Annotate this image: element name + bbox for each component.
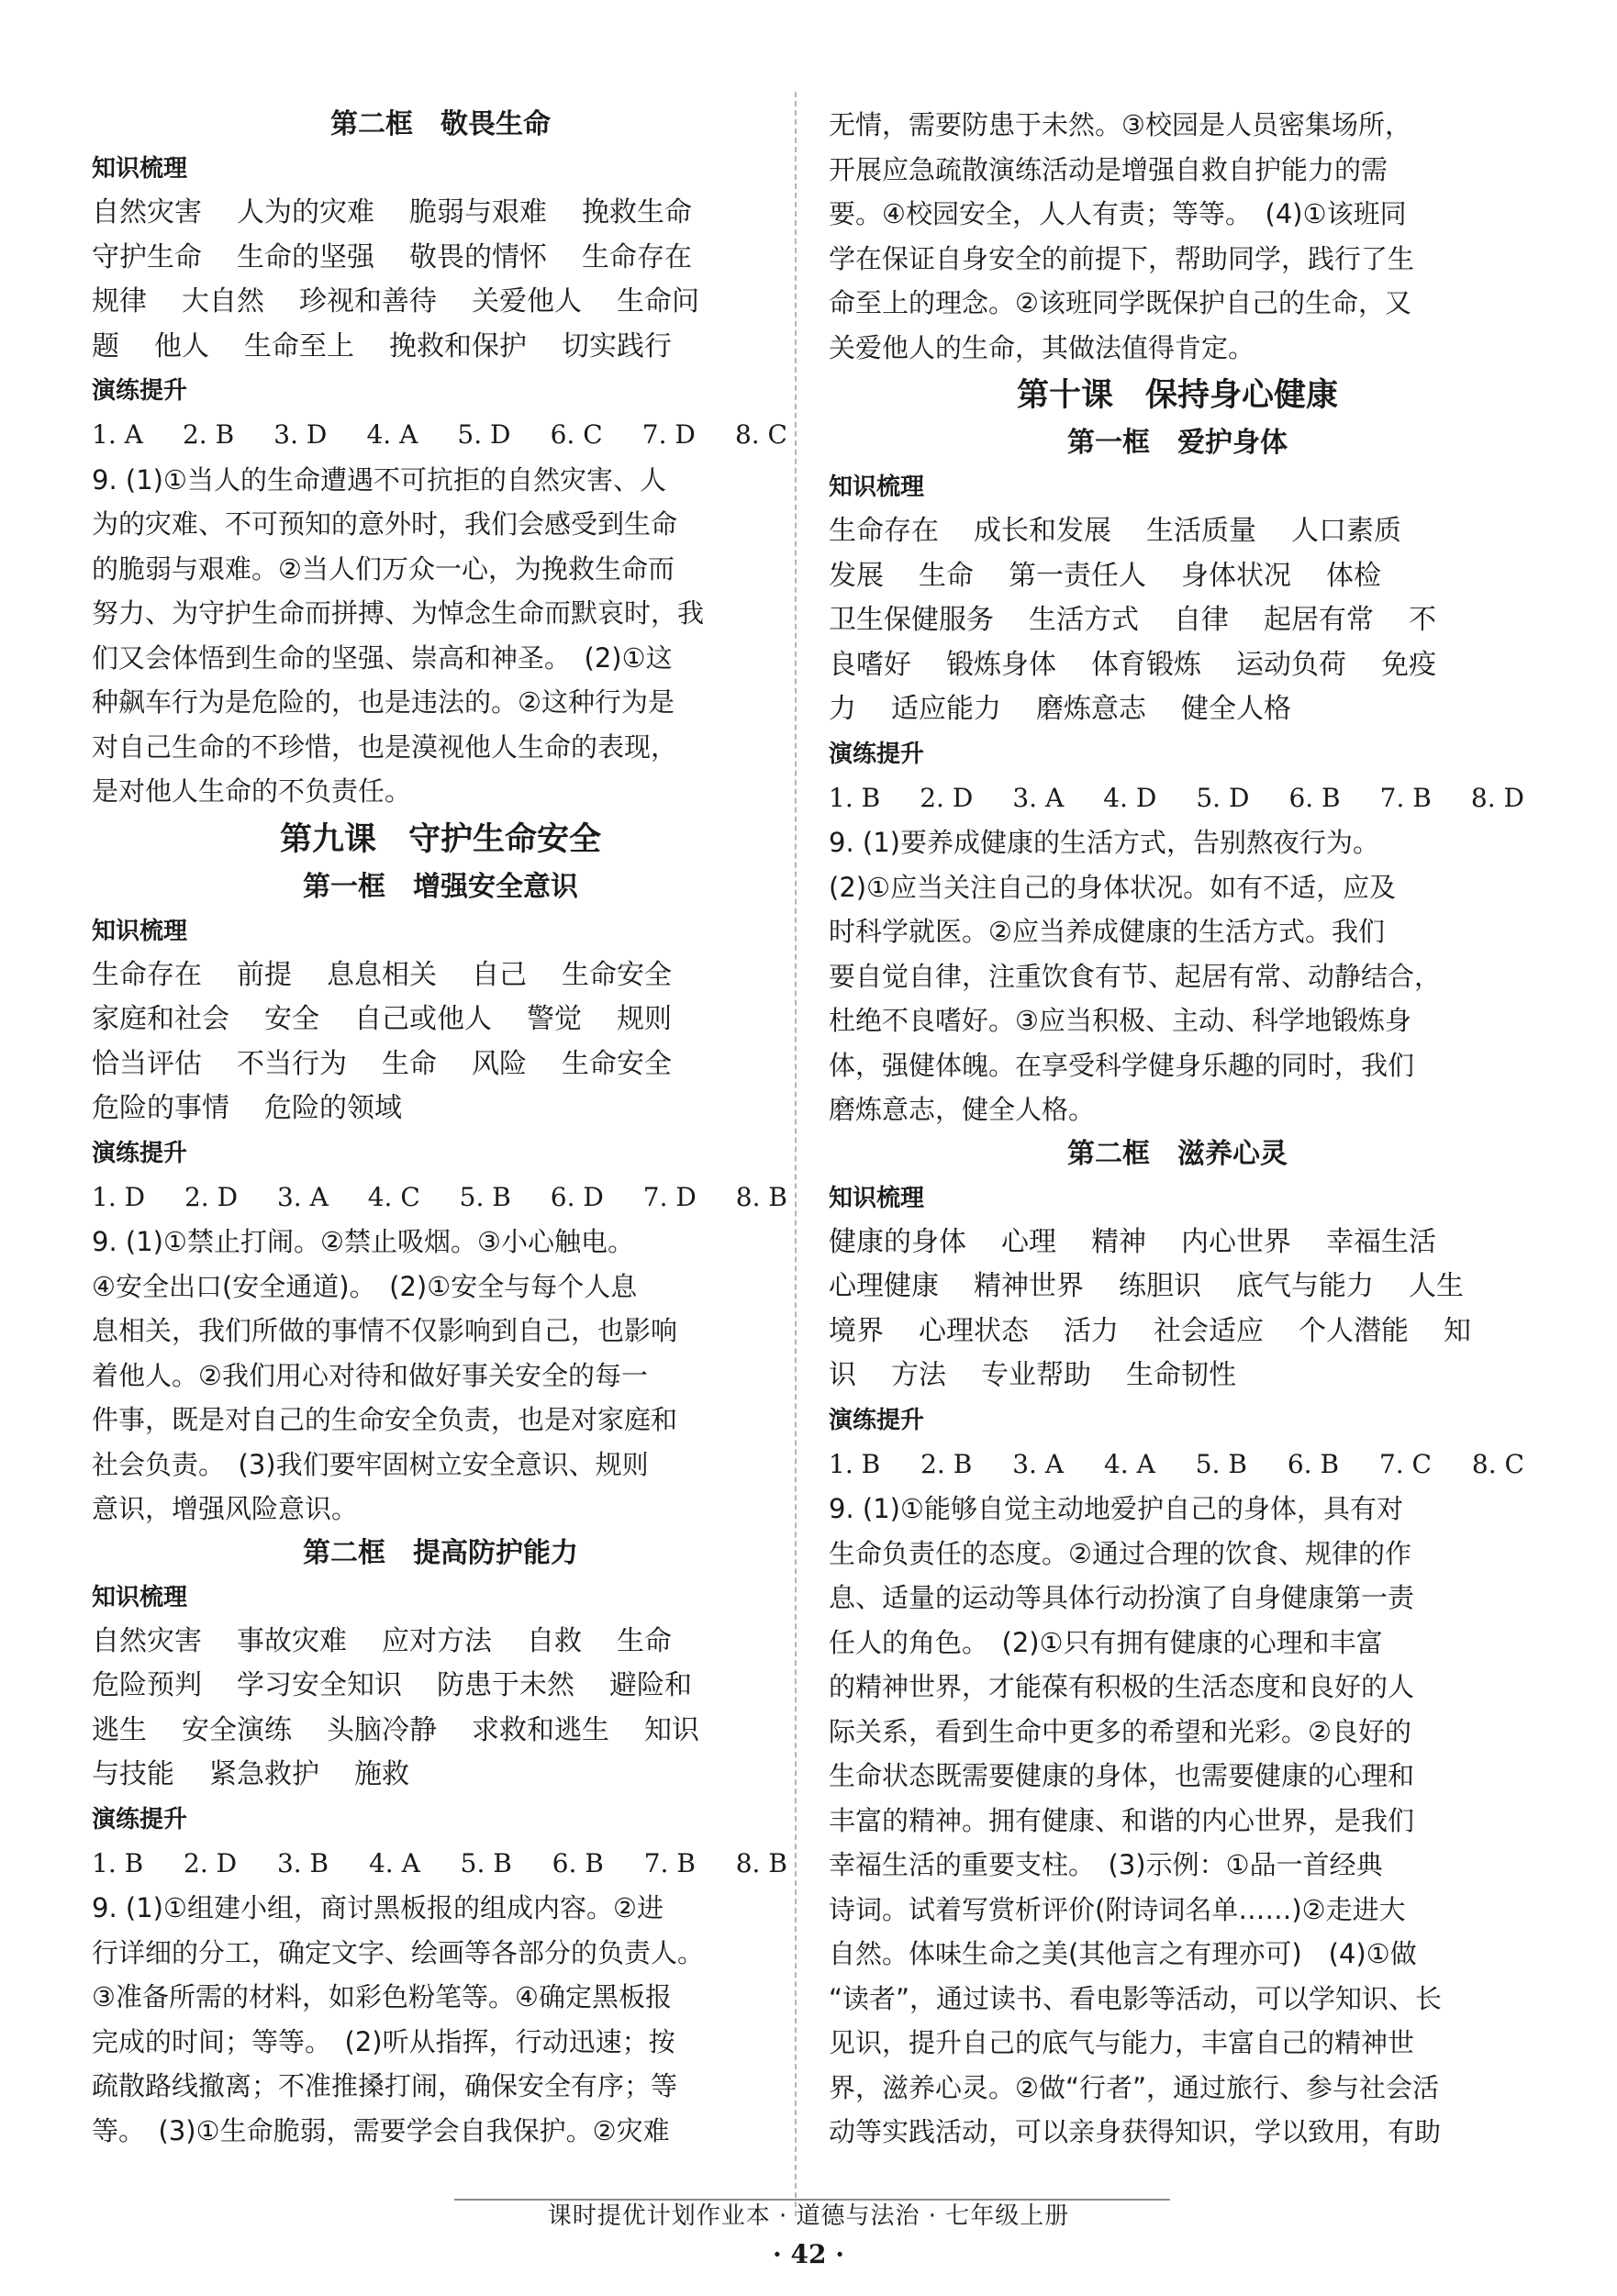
keyword: 心理: [1001, 1225, 1056, 1258]
text-line: 对自己生命的不珍惜，也是漠视他人生命的表现，: [92, 730, 678, 763]
text-line: 9. (1)①组建小组，商讨黑板报的组成内容。②进: [92, 1892, 664, 1923]
choice-answer: 2. D: [184, 1181, 239, 1212]
keyword: 人为的灾难: [237, 196, 374, 228]
text-line: 息相关，我们所做的事情不仅影响到自己，也影响: [92, 1315, 678, 1346]
practice-heading: 演练提升: [92, 1805, 188, 1833]
choice-answer: 1. B: [92, 1847, 144, 1878]
keyword: 事故灾难: [237, 1624, 347, 1657]
choice-answer: 6. B: [1287, 1448, 1340, 1479]
keyword: 避险和: [609, 1669, 692, 1701]
keyword: 心理健康: [829, 1270, 939, 1302]
keyword: 守护生命: [92, 240, 202, 273]
choice-answer: 3. B: [276, 1847, 329, 1878]
keyword-block: [92, 191, 789, 369]
choice-answer: 6. B: [1288, 782, 1341, 813]
text-line: 界，滋养心灵。②做“行者”，通过旅行、参与社会活: [829, 2071, 1440, 2103]
choice-answer: 4. A: [368, 1847, 420, 1878]
practice-heading: 演练提升: [829, 740, 925, 768]
lesson-title: 第九课 守护生命安全: [279, 820, 601, 858]
keyword-line: [829, 1354, 1526, 1399]
text-line: 开展应急疏散演练活动是增强自救自护能力的需: [829, 153, 1388, 185]
choice-answer: 7. C: [1378, 1448, 1432, 1479]
keyword-line: [92, 280, 789, 325]
keyword: 不: [1409, 604, 1436, 636]
text-line: 动等实践活动，可以亲身获得知识，学以致用，有助: [829, 2116, 1442, 2147]
keyword: 求救和逃生: [472, 1713, 609, 1746]
keyword-line: [92, 998, 789, 1042]
text-line: 磨炼意志，健全人格。: [829, 1094, 1096, 1125]
keyword: 知识: [644, 1713, 699, 1746]
keyword: 生活质量: [1146, 515, 1256, 547]
keyword: 挽救和保护: [389, 329, 527, 362]
keyword: 良嗜好: [829, 648, 911, 681]
text-line: 着他人。②我们用心对待和做好事关安全的每一: [92, 1359, 648, 1391]
text-line: 9. (1)①当人的生命遭遇不可抗拒的自然灾害、人: [92, 463, 666, 496]
answer-paragraph: [92, 1886, 789, 2153]
keyword-line: [92, 236, 789, 281]
text-line: 诗词。试着写赏析评价(附诗词名单……)②走进大: [829, 1893, 1406, 1925]
keyword: 防患于未然: [437, 1669, 574, 1701]
choice-answer: 5. B: [1195, 1448, 1247, 1479]
knowledge-heading: 知识梳理: [92, 155, 188, 183]
keyword: 生命韧性: [1126, 1359, 1236, 1391]
text-line: 行详细的分工，确定文字、绘画等各部分的负责人。: [92, 1936, 705, 1968]
keyword: 社会适应: [1154, 1314, 1264, 1347]
page-number: · 42 ·: [773, 2239, 844, 2269]
text-line: 们又会体悟到生命的坚强、崇高和神圣。 (2)①这: [92, 641, 673, 674]
choice-answer: 3. A: [1012, 782, 1065, 813]
keyword: 卫生保健服务: [829, 604, 994, 636]
knowledge-heading: 知识梳理: [829, 1184, 925, 1212]
choice-answer: 6. C: [550, 419, 603, 450]
keyword: 精神世界: [974, 1270, 1084, 1302]
keyword: 运动负荷: [1236, 648, 1346, 681]
choice-answers: [829, 776, 1526, 821]
text-line: 生命状态既需要健康的身体，也需要健康的心理和: [829, 1760, 1415, 1791]
text-line: ④安全出口(安全通道)。 (2)①安全与每个人息: [92, 1270, 638, 1302]
choice-answer: 6. D: [550, 1181, 604, 1212]
text-line: 际关系，看到生命中更多的希望和光彩。②良好的: [829, 1715, 1411, 1747]
choice-answer: 8. D: [1470, 782, 1524, 813]
keyword: 逃生: [92, 1713, 147, 1746]
keyword: 生命: [919, 559, 974, 592]
keyword: 生命: [382, 1047, 437, 1080]
text-line: 的精神世界，才能葆有积极的生活态度和良好的人: [829, 1671, 1415, 1702]
keyword: 脆弱与艰难: [409, 196, 547, 228]
left-column: [92, 103, 789, 2153]
practice-heading: 演练提升: [92, 1139, 188, 1167]
keyword: 练胆识: [1119, 1270, 1201, 1302]
practice-heading: 演练提升: [92, 377, 188, 405]
page-footer: [0, 2199, 1617, 2234]
choice-answer: 7. B: [1379, 782, 1432, 813]
keyword: 危险预判: [92, 1669, 202, 1701]
keyword: 锻炼身体: [946, 648, 1056, 681]
keyword: 人口素质: [1291, 515, 1401, 547]
keyword-line: [92, 1042, 789, 1087]
keyword: 起居有常: [1264, 604, 1374, 636]
text-line: 努力、为守护生命而拼搏、为悼念生命而默哀时，我: [92, 597, 705, 629]
text-line: 丰富的精神。拥有健康、和谐的内心世界，是我们: [829, 1804, 1415, 1836]
keyword-block: [829, 1220, 1526, 1399]
keyword: 知: [1444, 1314, 1471, 1347]
text-line: 要。④校园安全，人人有责；等等。 (4)①该班同: [829, 198, 1407, 229]
text-line: 社会负责。 (3)我们要牢固树立安全意识、规则: [92, 1448, 649, 1480]
keyword: 生命的坚强: [237, 240, 374, 273]
keyword: 身体状况: [1181, 559, 1291, 592]
keyword: 生活方式: [1029, 604, 1139, 636]
text-line: 要自觉自律，注重饮食有节、起居有常、动静结合，: [829, 960, 1442, 992]
keyword: 健全人格: [1181, 693, 1291, 725]
practice-heading: 演练提升: [829, 1406, 925, 1434]
keyword-line: [92, 1620, 789, 1665]
text-line: 学在保证自身安全的前提下，帮助同学，践行了生: [829, 242, 1415, 274]
footer-rule: [454, 2199, 1170, 2201]
choice-answer: 1. B: [829, 1448, 881, 1479]
keyword: 关爱他人: [472, 285, 582, 318]
section-title: 第二框 敬畏生命: [330, 108, 551, 140]
lesson-title: 第十课 保持身心健康: [1016, 377, 1338, 414]
keyword-line: [92, 325, 789, 370]
keyword: 健康的身体: [829, 1225, 966, 1258]
keyword-line: [829, 554, 1526, 599]
answer-paragraph-continued: [829, 103, 1526, 370]
choice-answer: 5. D: [457, 419, 511, 450]
keyword-line: [92, 1087, 789, 1131]
keyword: 学习安全知识: [237, 1669, 402, 1701]
keyword: 体检: [1326, 559, 1381, 592]
choice-answer: 1. B: [829, 782, 881, 813]
keyword: 紧急救护: [209, 1758, 319, 1790]
knowledge-heading: 知识梳理: [92, 917, 188, 945]
choice-answers: [829, 1443, 1526, 1488]
keyword: 自己: [472, 958, 527, 991]
keyword: 挽救生命: [582, 196, 692, 228]
keyword: 内心世界: [1181, 1225, 1291, 1258]
section-title: 第一框 增强安全意识: [303, 870, 578, 903]
keyword: 活力: [1064, 1314, 1119, 1347]
keyword: 人生: [1409, 1270, 1464, 1302]
choice-answer: 8. C: [1471, 1448, 1524, 1479]
choice-answers: [92, 1842, 789, 1887]
keyword: 生命存在: [92, 958, 202, 991]
text-line: ③准备所需的材料，如彩色粉笔等。④确定黑板报: [92, 1981, 672, 2012]
text-line: 无情，需要防患于未然。③校园是人员密集场所，: [829, 109, 1411, 140]
choice-answer: 6. B: [552, 1847, 604, 1878]
keyword: 危险的事情: [92, 1092, 229, 1124]
keyword: 力: [829, 693, 856, 725]
choice-answer: 5. B: [459, 1181, 511, 1212]
choice-answer: 8. B: [735, 1847, 787, 1878]
keyword: 警觉: [527, 1003, 582, 1035]
choice-answer: 8. C: [734, 419, 787, 450]
section-title: 第一框 爱护身体: [1067, 427, 1288, 459]
footer-book-title: 课时提优计划作业本 · 道德与法治 · 七年级上册: [547, 2202, 1070, 2230]
keyword: 自己或他人: [354, 1003, 492, 1035]
choice-answer: 1. A: [92, 419, 143, 450]
keyword: 体育锻炼: [1091, 648, 1201, 681]
keyword: 生命至上: [244, 329, 354, 362]
knowledge-heading: 知识梳理: [92, 1583, 188, 1611]
choice-answers: [92, 413, 789, 458]
text-line: 9. (1)要养成健康的生活方式，告别熬夜行为。: [829, 827, 1379, 858]
keyword: 底气与能力: [1236, 1270, 1374, 1302]
text-line: (2)①应当关注自己的身体状况。如有不适，应及: [829, 871, 1397, 903]
keyword: 精神: [1091, 1225, 1146, 1258]
keyword-line: [829, 1220, 1526, 1265]
choice-answer: 2. D: [184, 1847, 238, 1878]
keyword: 他人: [154, 329, 209, 362]
keyword: 前提: [237, 958, 292, 991]
keyword: 自救: [527, 1624, 582, 1657]
choice-answer: 1. D: [92, 1181, 146, 1212]
keyword-line: [829, 598, 1526, 643]
keyword: 息息相关: [327, 958, 437, 991]
text-line: 为的灾难、不可预知的意外时，我们会感受到生命: [92, 508, 678, 540]
text-line: “读者”，通过读书、看电影等活动，可以学知识、长: [829, 1982, 1443, 2014]
text-line: 杜绝不良嗜好。③应当积极、主动、科学地锻炼身: [829, 1005, 1411, 1036]
text-line: 时科学就医。②应当养成健康的生活方式。我们: [829, 916, 1385, 947]
keyword: 切实践行: [562, 329, 672, 362]
choice-answer: 7. B: [643, 1847, 696, 1878]
keyword: 生命安全: [562, 1047, 672, 1080]
keyword: 应对方法: [382, 1624, 492, 1657]
keyword: 自然灾害: [92, 1624, 202, 1657]
keyword: 免疫: [1381, 648, 1436, 681]
keyword: 心理状态: [919, 1314, 1029, 1347]
choice-answer: 7. D: [641, 419, 696, 450]
choice-answer: 4. C: [367, 1181, 420, 1212]
text-line: 息、适量的运动等具体行动扮演了自身健康第一责: [829, 1582, 1415, 1613]
text-line: 意识，增强风险意识。: [92, 1493, 359, 1524]
text-line: 9. (1)①禁止打闹。②禁止吸烟。③小心触电。: [92, 1226, 634, 1257]
text-line: 自然。体味生命之美(其他言之有理亦可) (4)①做: [829, 1938, 1417, 1969]
keyword: 敬畏的情怀: [409, 240, 547, 273]
choice-answer: 7. D: [642, 1181, 697, 1212]
right-column: [829, 103, 1526, 2155]
choice-answer: 2. B: [920, 1448, 973, 1479]
choice-answer: 2. B: [182, 419, 235, 450]
keyword-line: [92, 1709, 789, 1754]
section-title: 第二框 提高防护能力: [303, 1536, 578, 1569]
column-divider: [795, 92, 797, 2216]
keyword-line: [829, 1310, 1526, 1354]
keyword: 幸福生活: [1326, 1225, 1436, 1258]
answer-paragraph: [92, 458, 789, 814]
keyword: 家庭和社会: [92, 1003, 229, 1035]
keyword: 识: [829, 1359, 856, 1391]
text-line: 件事，既是对自己的生命安全负责，也是对家庭和: [92, 1404, 678, 1435]
text-line: 的脆弱与艰难。②当人们万众一心，为挽救生命而: [92, 552, 675, 585]
keyword: 生命问: [617, 285, 699, 318]
choice-answers: [92, 1176, 789, 1220]
choice-answer: 5. B: [460, 1847, 512, 1878]
keyword: 安全演练: [182, 1713, 292, 1746]
keyword: 生命存在: [582, 240, 692, 273]
keyword: 方法: [891, 1359, 946, 1391]
keyword: 规则: [617, 1003, 672, 1035]
keyword: 专业帮助: [981, 1359, 1091, 1391]
choice-answer: 5. D: [1196, 782, 1250, 813]
keyword: 自律: [1174, 604, 1229, 636]
keyword: 磨炼意志: [1036, 693, 1146, 725]
keyword: 大自然: [182, 285, 264, 318]
text-line: 关爱他人的生命，其做法值得肯定。: [829, 331, 1255, 363]
text-line: 任人的角色。 (2)①只有拥有健康的心理和丰富: [829, 1626, 1383, 1658]
keyword: 题: [92, 329, 119, 362]
keyword: 境界: [829, 1314, 884, 1347]
text-line: 生命负责任的态度。②通过合理的饮食、规律的作: [829, 1537, 1411, 1569]
keyword-block: [92, 1620, 789, 1798]
knowledge-heading: 知识梳理: [829, 474, 925, 501]
keyword: 个人潜能: [1299, 1314, 1409, 1347]
keyword: 生命: [617, 1624, 672, 1657]
keyword: 安全: [264, 1003, 319, 1035]
keyword-block: [829, 509, 1526, 732]
text-line: 见识，提升自己的底气与能力，丰富自己的精神世: [829, 2027, 1415, 2058]
keyword: 发展: [829, 559, 884, 592]
choice-answer: 4. A: [366, 419, 418, 450]
keyword-block: [92, 953, 789, 1131]
keyword: 生命安全: [562, 958, 672, 991]
text-line: 幸福生活的重要支柱。 (3)示例：①品一首经典: [829, 1849, 1383, 1880]
text-line: 种飙车行为是危险的，也是违法的。②这种行为是: [92, 686, 675, 718]
answer-paragraph: [92, 1220, 789, 1532]
keyword: 成长和发展: [974, 515, 1111, 547]
keyword: 风险: [472, 1047, 527, 1080]
keyword-line: [92, 1753, 789, 1798]
choice-answer: 4. D: [1103, 782, 1157, 813]
keyword: 规律: [92, 285, 147, 318]
keyword-line: [829, 509, 1526, 554]
keyword-line: [92, 953, 789, 998]
keyword-line: [829, 687, 1526, 732]
keyword: 施救: [354, 1758, 409, 1790]
section-title: 第二框 滋养心灵: [1067, 1137, 1288, 1170]
choice-answer: 3. A: [1012, 1448, 1065, 1479]
keyword: 生命存在: [829, 515, 939, 547]
keyword: 不当行为: [237, 1047, 347, 1080]
keyword: 适应能力: [891, 693, 1001, 725]
keyword: 与技能: [92, 1758, 174, 1790]
text-line: 疏散路线撤离；不准推搡打闹，确保安全有序；等: [92, 2070, 678, 2101]
keyword-line: [829, 643, 1526, 688]
keyword: 第一责任人: [1009, 559, 1146, 592]
keyword: 自然灾害: [92, 196, 202, 228]
answer-paragraph: [829, 1487, 1526, 2155]
keyword: 恰当评估: [92, 1047, 202, 1080]
choice-answer: 8. B: [735, 1181, 787, 1212]
choice-answer: 3. A: [276, 1181, 329, 1212]
keyword: 珍视和善待: [299, 285, 437, 318]
text-line: 体，强健体魄。在享受科学健身乐趣的同时，我们: [829, 1049, 1415, 1081]
choice-answer: 4. A: [1103, 1448, 1155, 1479]
keyword: 危险的领域: [264, 1092, 402, 1124]
text-line: 是对他人生命的不负责任。: [92, 775, 412, 807]
text-line: 完成的时间；等等。 (2)听从指挥，行动迅速；按: [92, 2025, 675, 2057]
keyword-line: [92, 1664, 789, 1709]
choice-answer: 2. D: [920, 782, 974, 813]
text-line: 等。 (3)①生命脆弱，需要学会自我保护。②灾难: [92, 2114, 670, 2146]
text-line: 命至上的理念。②该班同学既保护自己的生命，又: [829, 287, 1411, 318]
choice-answer: 3. D: [273, 419, 328, 450]
text-line: 9. (1)①能够自觉主动地爱护自己的身体，具有对: [829, 1493, 1403, 1524]
keyword-line: [829, 1265, 1526, 1310]
keyword: 头脑冷静: [327, 1713, 437, 1746]
answer-paragraph: [829, 820, 1526, 1132]
keyword-line: [92, 191, 789, 236]
